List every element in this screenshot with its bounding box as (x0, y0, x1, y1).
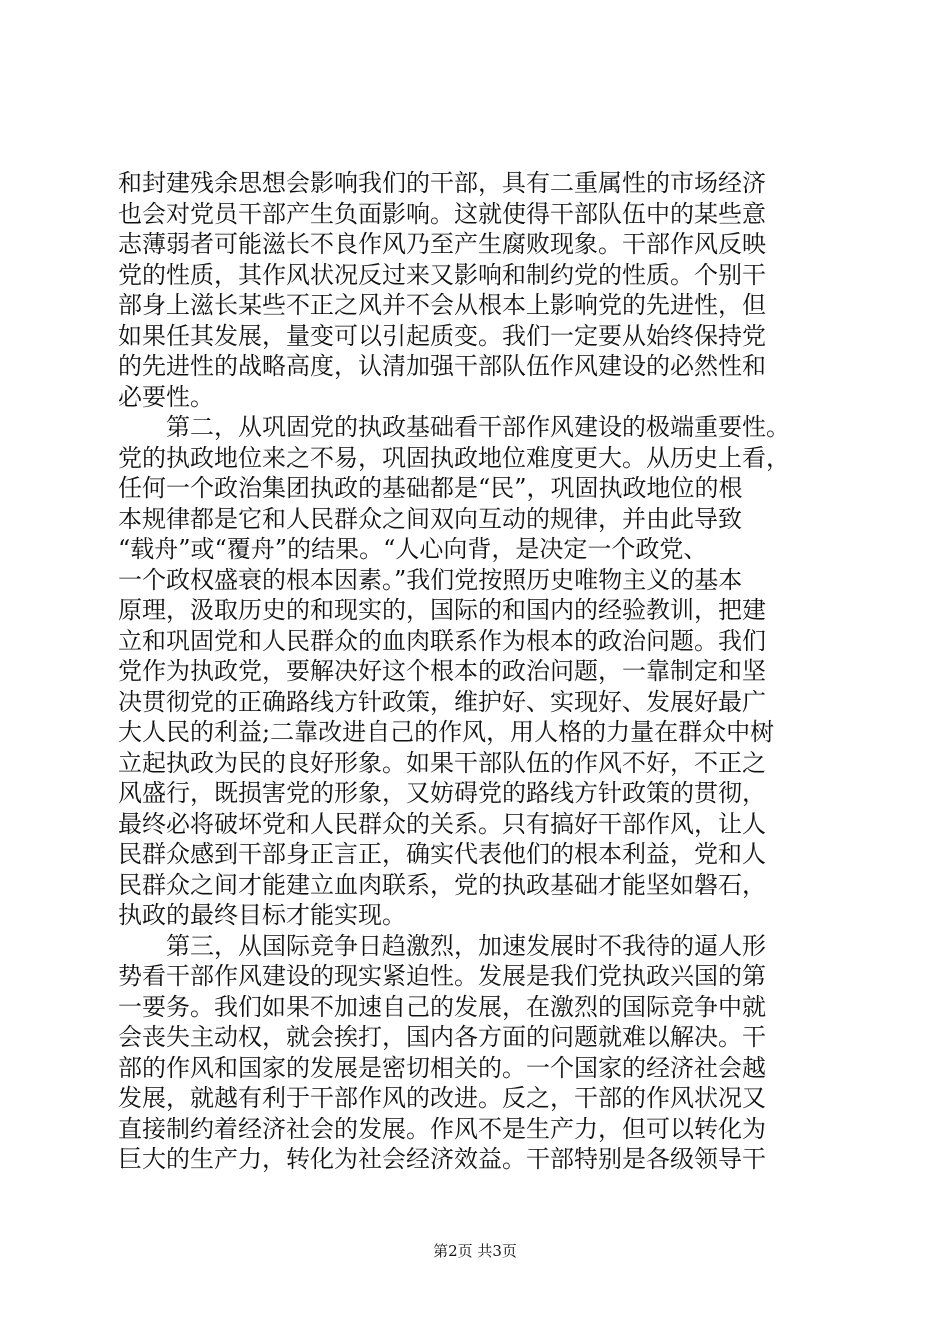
text-line: 任何一个政治集团执政的基础都是“民”，巩固执政地位的根 (118, 474, 743, 502)
text-line: 立和巩固党和人民群众的血肉联系作为根本的政治问题。我们 (118, 626, 766, 655)
text-line: 部身上滋长某些不正之风并不会从根本上影响党的先进性，但 (118, 291, 766, 319)
text-line: 直接制约着经济社会的发展。作风不是生产力，但可以转化为 (118, 1114, 766, 1143)
text-line: 党作为执政党，要解决好这个根本的政治问题，一靠制定和坚 (118, 657, 766, 685)
text-line: 志薄弱者可能滋长不良作风乃至产生腐败现象。干部作风反映 (118, 230, 766, 258)
text-line: 部的作风和国家的发展是密切相关的。一个国家的经济社会越 (118, 1053, 766, 1082)
text-line: 决贯彻党的正确路线方针政策，维护好、实现好、发展好最广 (118, 687, 766, 716)
text-line: 和封建残余思想会影响我们的干部，具有二重属性的市场经济 (118, 169, 766, 197)
text-line: 民群众感到干部身正言正，确实代表他们的根本利益，党和人 (118, 840, 766, 868)
document-body (118, 168, 834, 1175)
text-line: 执政的最终目标才能实现。 (118, 901, 406, 929)
text-line: 风盛行，既损害党的形象，又妨碍党的路线方针政策的贯彻， (118, 779, 766, 807)
text-line: “载舟”或“覆舟”的结果。“人心向背，是决定一个政党、 (118, 535, 708, 563)
text-line: 第二，从巩固党的执政基础看干部作风建设的极端重要性。 (118, 413, 790, 441)
text-line: 党的性质，其作风状况反过来又影响和制约党的性质。个别干 (118, 260, 766, 289)
text-line: 也会对党员干部产生负面影响。这就使得干部队伍中的某些意 (118, 199, 766, 228)
text-line: 必要性。 (118, 382, 214, 411)
text-line: 本规律都是它和人民群众之间双向互动的规律，并由此导致 (118, 504, 742, 533)
text-line: 民群众之间才能建立血肉联系，党的执政基础才能坚如磐石， (118, 870, 766, 899)
text-line: 原理，汲取历史的和现实的，国际的和国内的经验教训，把建 (118, 596, 766, 624)
text-line: 如果任其发展，量变可以引起质变。我们一定要从始终保持党 (118, 321, 766, 350)
text-line: 一个政权盛衰的根本因素。”我们党按照历史唯物主义的基本 (118, 565, 743, 594)
text-line: 势看干部作风建设的现实紧迫性。发展是我们党执政兴国的第 (118, 962, 766, 990)
text-line: 一要务。我们如果不加速自己的发展，在激烈的国际竞争中就 (118, 992, 766, 1021)
text-line: 发展，就越有利于干部作风的改进。反之，干部的作风状况又 (118, 1084, 766, 1112)
text-line: 的先进性的战略高度，认清加强干部队伍作风建设的必然性和 (118, 352, 766, 380)
text-line: 巨大的生产力，转化为社会经济效益。干部特别是各级领导干 (118, 1145, 766, 1173)
text-line: 大人民的利益;二靠改进自己的作风，用人格的力量在群众中树 (118, 718, 775, 746)
text-line: 最终必将破坏党和人民群众的关系。只有搞好干部作风，让人 (118, 809, 766, 838)
page-number-footer: 第2页 共3页 (433, 1242, 517, 1260)
text-line: 立起执政为民的良好形象。如果干部队伍的作风不好，不正之 (118, 748, 766, 777)
text-line: 会丧失主动权，就会挨打，国内各方面的问题就难以解决。干 (118, 1023, 766, 1051)
text-line: 党的执政地位来之不易，巩固执政地位难度更大。从历史上看， (118, 443, 790, 472)
text-line: 第三，从国际竞争日趋激烈，加速发展时不我待的逼人形 (118, 931, 766, 960)
